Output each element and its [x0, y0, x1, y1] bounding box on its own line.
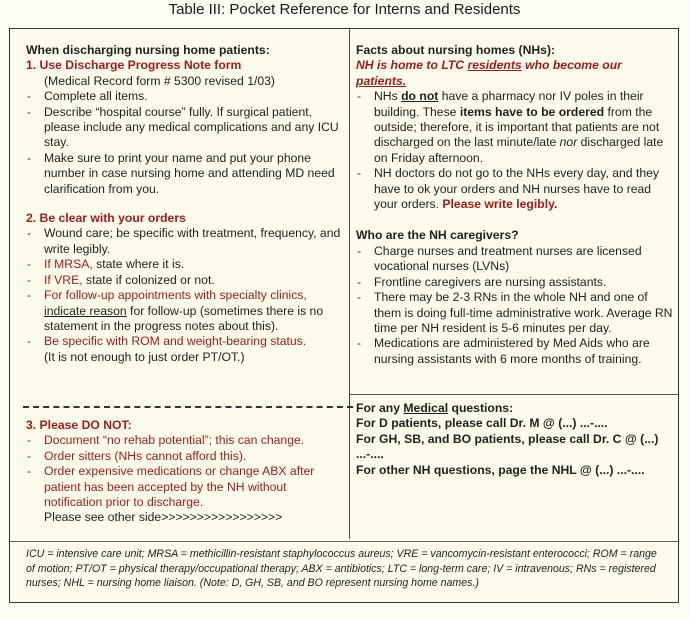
section-3-list	[26, 433, 344, 510]
questions-heading	[356, 401, 674, 416]
list-item: - Be specific with ROM and weight-bearing status.	[26, 334, 344, 349]
list-item	[26, 273, 344, 288]
list-item	[356, 166, 674, 212]
column-divider	[349, 29, 350, 394]
question-3: For other NH questions, page the NHL @ (...) ...-....	[356, 462, 645, 477]
section-2-list	[26, 226, 344, 349]
fact-2a: NH doctors do not go to the NHs every day, and they have to ok your orders and NH nurses have to read your orders.	[374, 166, 659, 212]
section-1-heading: 1. Use Discharge Progress Note form	[26, 58, 242, 73]
fact-1a: NHs	[374, 89, 402, 104]
questions-section	[356, 401, 674, 478]
footnote-divider	[10, 541, 678, 542]
list-item: - Wound care; be specific with treatment, frequency, and write legibly.	[26, 226, 344, 257]
followup-label: For follow-up appointments with specialty clinics,	[44, 288, 307, 303]
discharge-intro: When discharging nursing home patients:	[26, 43, 270, 57]
list-item	[26, 288, 344, 334]
followup-text: for follow-up (sometimes there is no statement in the progress notes about this).	[44, 303, 324, 333]
questions-c: questions:	[448, 401, 514, 415]
facts-sub-a: NH is home to LTC	[356, 58, 468, 73]
section-1-sub: (Medical Record form # 5300 revised 1/03)	[44, 73, 275, 88]
caregivers-heading: Who are the NH caregivers?	[356, 228, 519, 243]
mrsa-text: state where it is.	[92, 257, 185, 272]
column-divider-lower	[349, 394, 350, 539]
facts-heading: Facts about nursing homes (NHs):	[356, 43, 556, 57]
facts-sub-c: who become our	[521, 58, 622, 73]
question-1: For D patients, please call Dr. M @ (...) ...-....	[356, 416, 608, 431]
fact-1f: nor	[559, 135, 578, 150]
fact-1c: have a pharmacy nor IV poles in their building. These	[374, 89, 644, 119]
facts-sub-b: residents	[467, 58, 522, 73]
list-item: - Document “no rehab potential”; this can change.	[26, 433, 344, 448]
section-2-heading: 2. Be clear with your orders	[26, 211, 186, 226]
reference-card	[9, 28, 679, 603]
fact-1d: items have to be ordered	[459, 104, 605, 119]
facts-subheading	[356, 58, 674, 89]
list-item: - Medications are administered by Med Aids who are nursing assistants with 6 more months of training.	[356, 336, 674, 367]
fact-2b: Please write legibly.	[442, 197, 558, 212]
facts-sub-d: patients.	[356, 73, 407, 88]
list-item: - Frontline caregivers are nursing assistants.	[356, 275, 674, 290]
see-other-side: Please see other side>>>>>>>>>>>>>>>>>	[44, 510, 283, 525]
vre-label: If VRE,	[44, 272, 83, 287]
list-item: - Order expensive medications or change ABX after patient has been accepted by the NH without notification prior to discharge.	[26, 464, 344, 510]
list-item: - Charge nurses and treatment nurses are licensed vocational nurses (LVNs)	[356, 244, 674, 275]
questions-a: For any	[356, 401, 404, 415]
list-item	[26, 257, 344, 272]
list-item: - Complete all items.	[26, 89, 344, 104]
left-column-bottom	[26, 418, 344, 526]
fact-1g: discharged late on Friday afternoon.	[374, 135, 664, 165]
list-item	[356, 89, 674, 166]
questions-b: Medical	[403, 401, 449, 415]
section-3-heading: 3. Please DO NOT:	[26, 418, 132, 432]
dashed-divider	[23, 406, 353, 408]
left-column	[26, 43, 344, 365]
right-section-divider	[349, 394, 679, 395]
page-title: Table III: Pocket Reference for Interns and Residents	[168, 1, 521, 18]
fact-1b: do not	[401, 89, 439, 104]
facts-list	[356, 89, 674, 212]
section-1-list	[26, 89, 344, 197]
question-2: For GH, SB, and BO patients, please call Dr. C @ (...) ...-....	[356, 431, 659, 462]
list-item: - There may be 2-3 RNs in the whole NH and one of them is doing full-time administrative work. Average RN time per NH resident is 5-6 minutes per day.	[356, 290, 674, 336]
list-item: - Order sitters (NHs cannot afford this).	[26, 449, 344, 464]
list-item: - Make sure to print your name and put your phone number in case nursing home and attending MD need clarification from you.	[26, 151, 344, 197]
rom-note: (It is not enough to just order PT/OT.)	[44, 349, 245, 364]
followup-reason: indicate reason	[44, 303, 127, 318]
vre-text: state if colonized or not.	[82, 272, 215, 287]
mrsa-label: If MRSA,	[44, 257, 93, 272]
right-column	[356, 43, 674, 367]
list-item: - Describe “hospital course” fully. If surgical patient, please include any medical complications and any ICU stay.	[26, 105, 344, 151]
caregivers-list	[356, 244, 674, 367]
fact-1e: from the outside; therefore, it is important that patients are not discharged on the last minute/late	[374, 104, 660, 150]
footnote: ICU = intensive care unit; MRSA = methicillin-resistant staphylococcus aureus; VRE = vancomycin-resistant enterococci; ROM = range of motion; PT/OT = physical therapy/occupational therapy; ABX = antibiotics; LTC = long-term care; IV = intravenous; RNs = registered nurses; NHL = nursing home liaison. (Note: D, GH, SB, and BO represent nursing home names.)	[26, 548, 657, 589]
